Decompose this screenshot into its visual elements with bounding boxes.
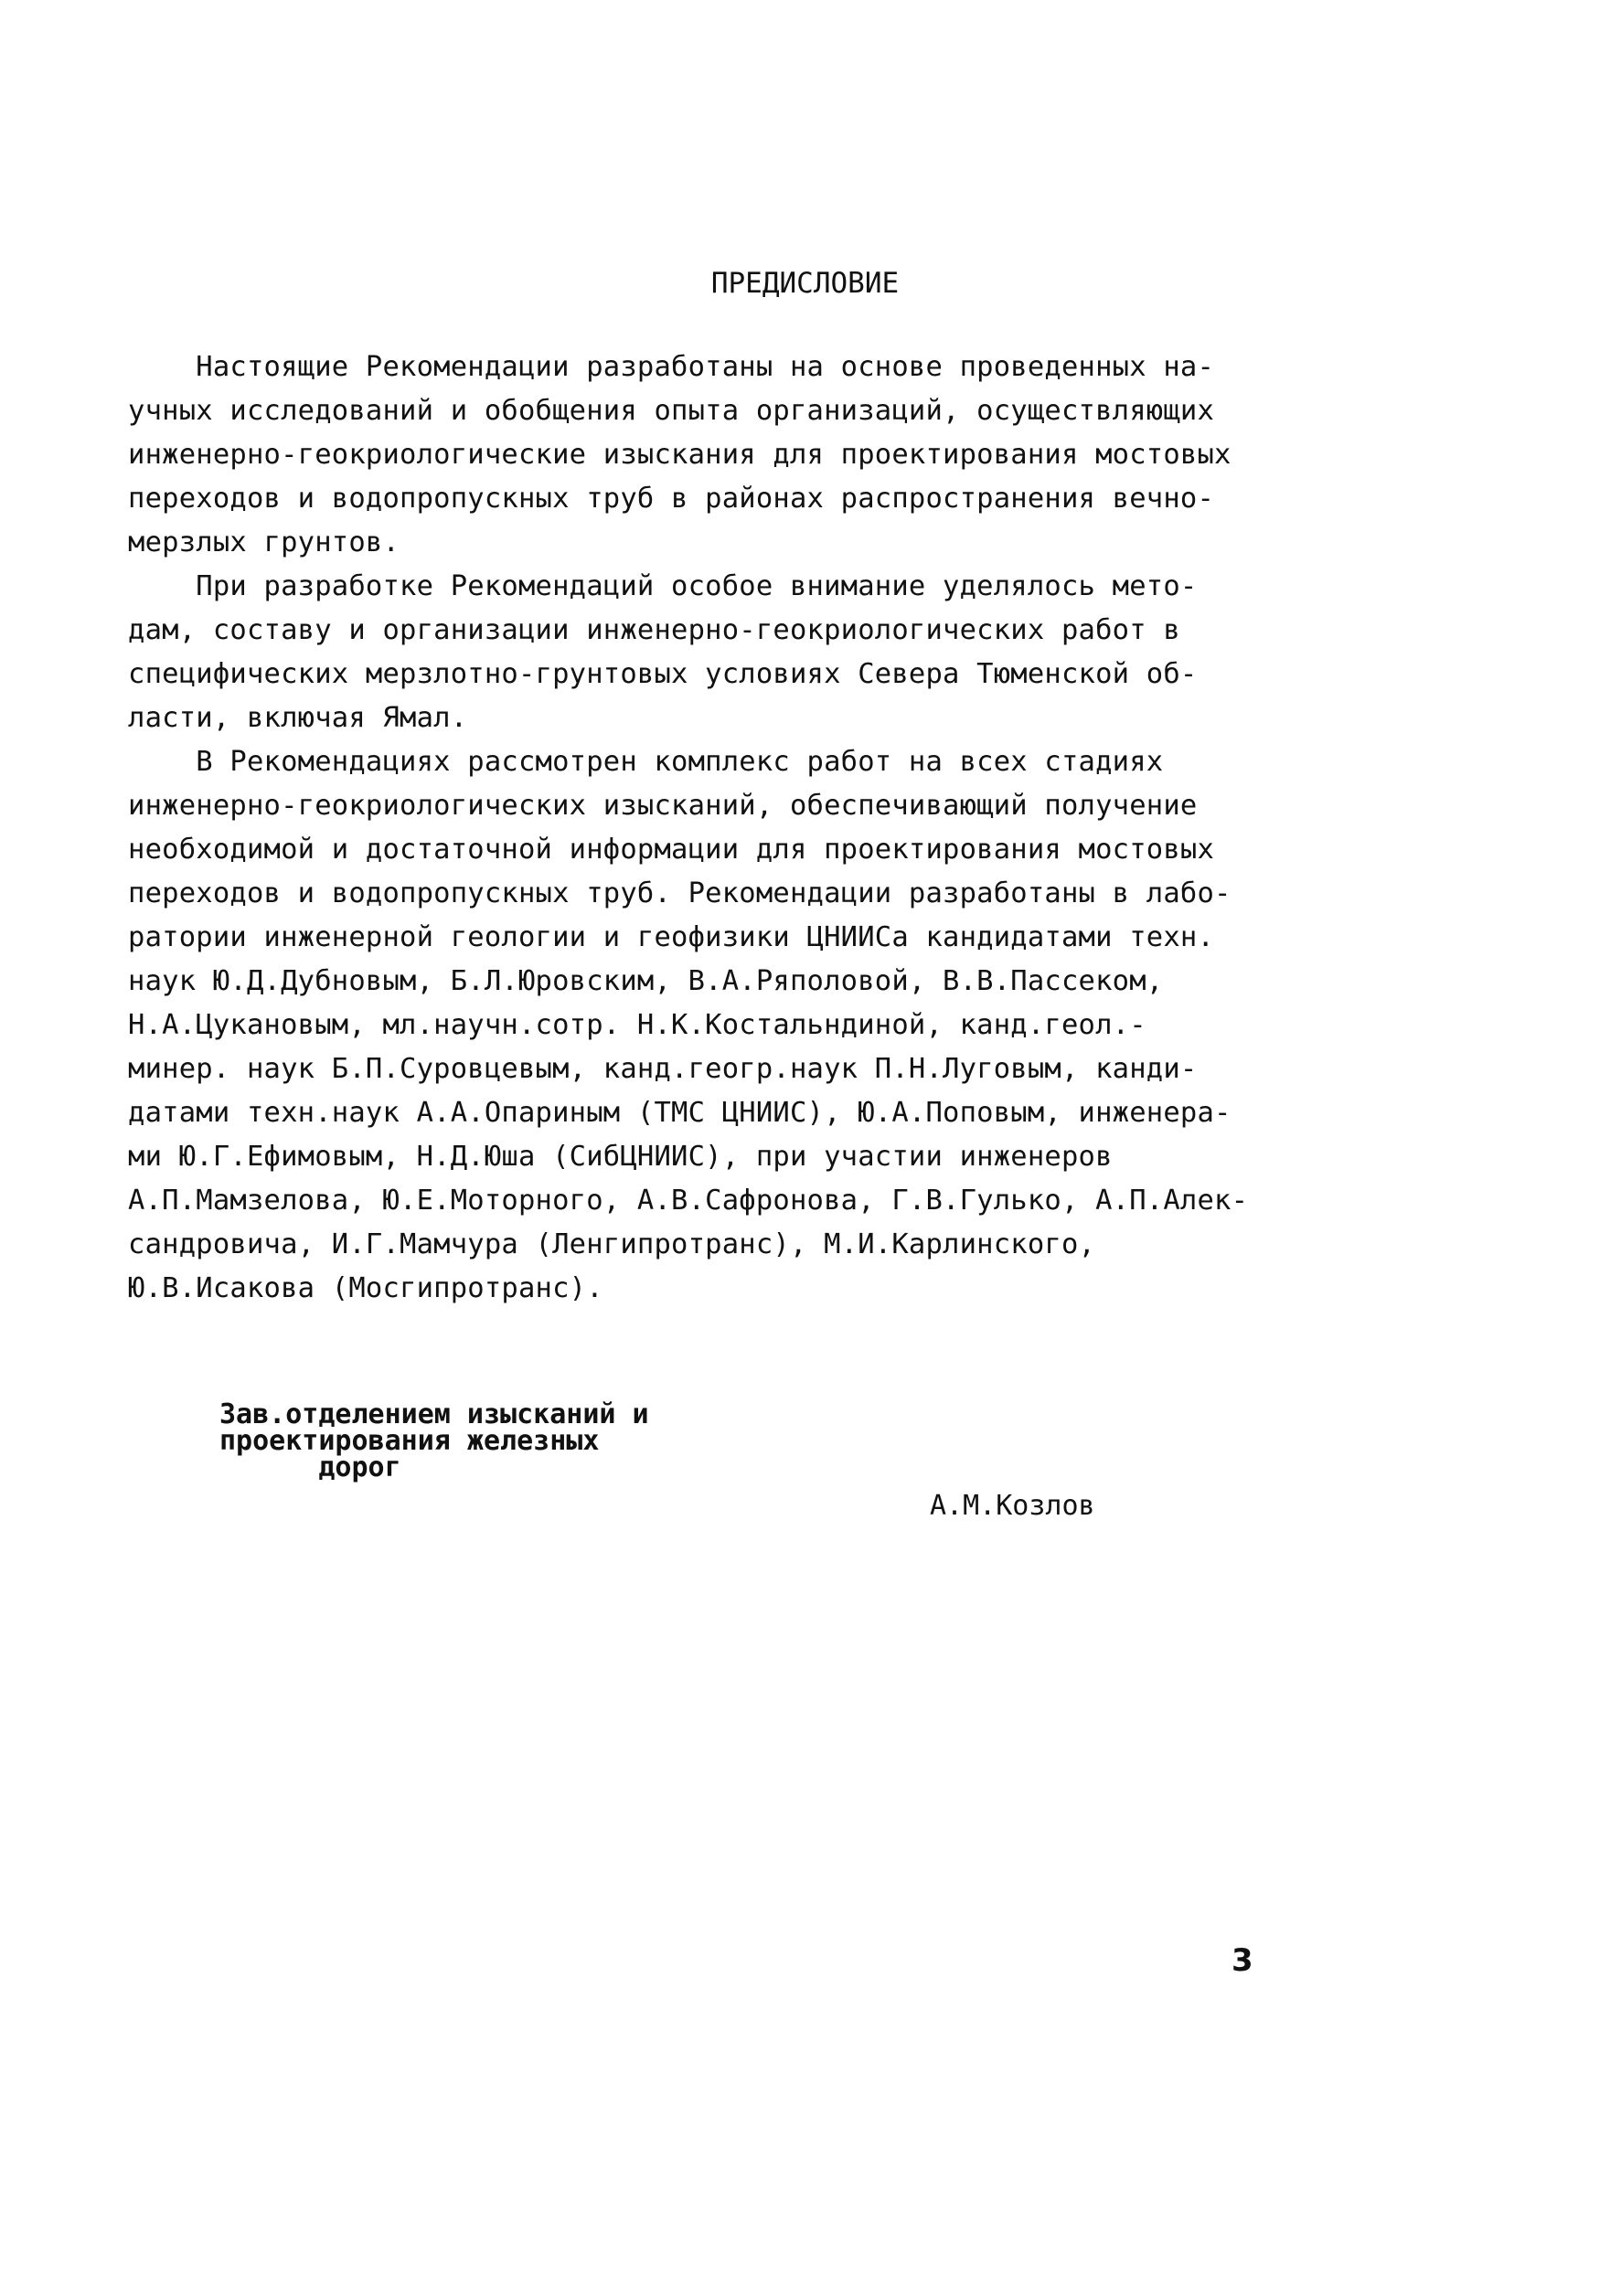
text-line: ми Ю.Г.Ефимовым, Н.Д.Юша (СибЦНИИС), при участии инженеров (128, 1141, 1113, 1173)
text-line: мерзлых грунтов. (128, 526, 400, 558)
signature-position-line: Зав.отделением изысканий и (219, 1398, 649, 1430)
text-line: ратории инженерной геологии и геофизики ЦНИИСа кандидатами техн. (128, 921, 1215, 953)
text-line: Н.А.Цукановым, мл.научн.сотр. Н.К.Костальндиной, канд.геол.- (128, 1009, 1146, 1041)
text-line: учных исследований и обобщения опыта организаций, осуществляющих (128, 395, 1215, 427)
text-line: дам, составу и организации инженерно-геокриологических работ в (128, 614, 1180, 646)
text-line: переходов и водопропускных труб в районах распространения вечно- (128, 483, 1215, 515)
text-line: датами техн.наук А.А.Опариным (ТМС ЦНИИС), Ю.А.Поповым, инженера- (128, 1097, 1231, 1129)
text-line: При разработке Рекомендаций особое внимание уделялось мето- (128, 570, 1198, 602)
page-title: ПРЕДИСЛОВИЕ (710, 267, 900, 300)
text-line: наук Ю.Д.Дубновым, Б.Л.Юровским, В.А.Ряполовой, В.В.Пассеком, (128, 965, 1164, 997)
preface-body (128, 345, 1408, 1311)
text-line: Ю.В.Исакова (Мосгипротранс). (128, 1272, 603, 1304)
text-line: А.П.Мамзелова, Ю.Е.Моторного, А.В.Сафронова, Г.В.Гулько, А.П.Алек- (128, 1185, 1249, 1217)
text-line: В Рекомендациях рассмотрен комплекс работ на всех стадиях (128, 746, 1164, 778)
text-line: переходов и водопропускных труб. Рекомендации разработаны в лабо- (128, 877, 1231, 909)
signature-position-line: дорог (219, 1451, 401, 1483)
text-line: ласти, включая Ямал. (128, 702, 468, 734)
text-line: Настоящие Рекомендации разработаны на основе проведенных на- (128, 351, 1215, 383)
signature-position (219, 1398, 649, 1483)
page-number: 3 (1231, 1942, 1253, 1979)
text-line: сандровича, И.Г.Мамчура (Ленгипротранс), М.И.Карлинского, (128, 1228, 1096, 1260)
text-line: необходимой и достаточной информации для проектирования мостовых (128, 834, 1215, 866)
text-line: специфических мерзлотно-грунтовых условиях Севера Тюменской об- (128, 658, 1198, 690)
text-line: инженерно-геокриологические изыскания для проектирования мостовых (128, 439, 1231, 471)
text-line: инженерно-геокриологических изысканий, обеспечивающий получение (128, 790, 1198, 822)
signature-position-line: проектирования железных (219, 1425, 600, 1457)
text-line: минер. наук Б.П.Суровцевым, канд.геогр.наук П.Н.Луговым, канди- (128, 1053, 1198, 1085)
signature-name: А.М.Козлов (930, 1490, 1095, 1522)
